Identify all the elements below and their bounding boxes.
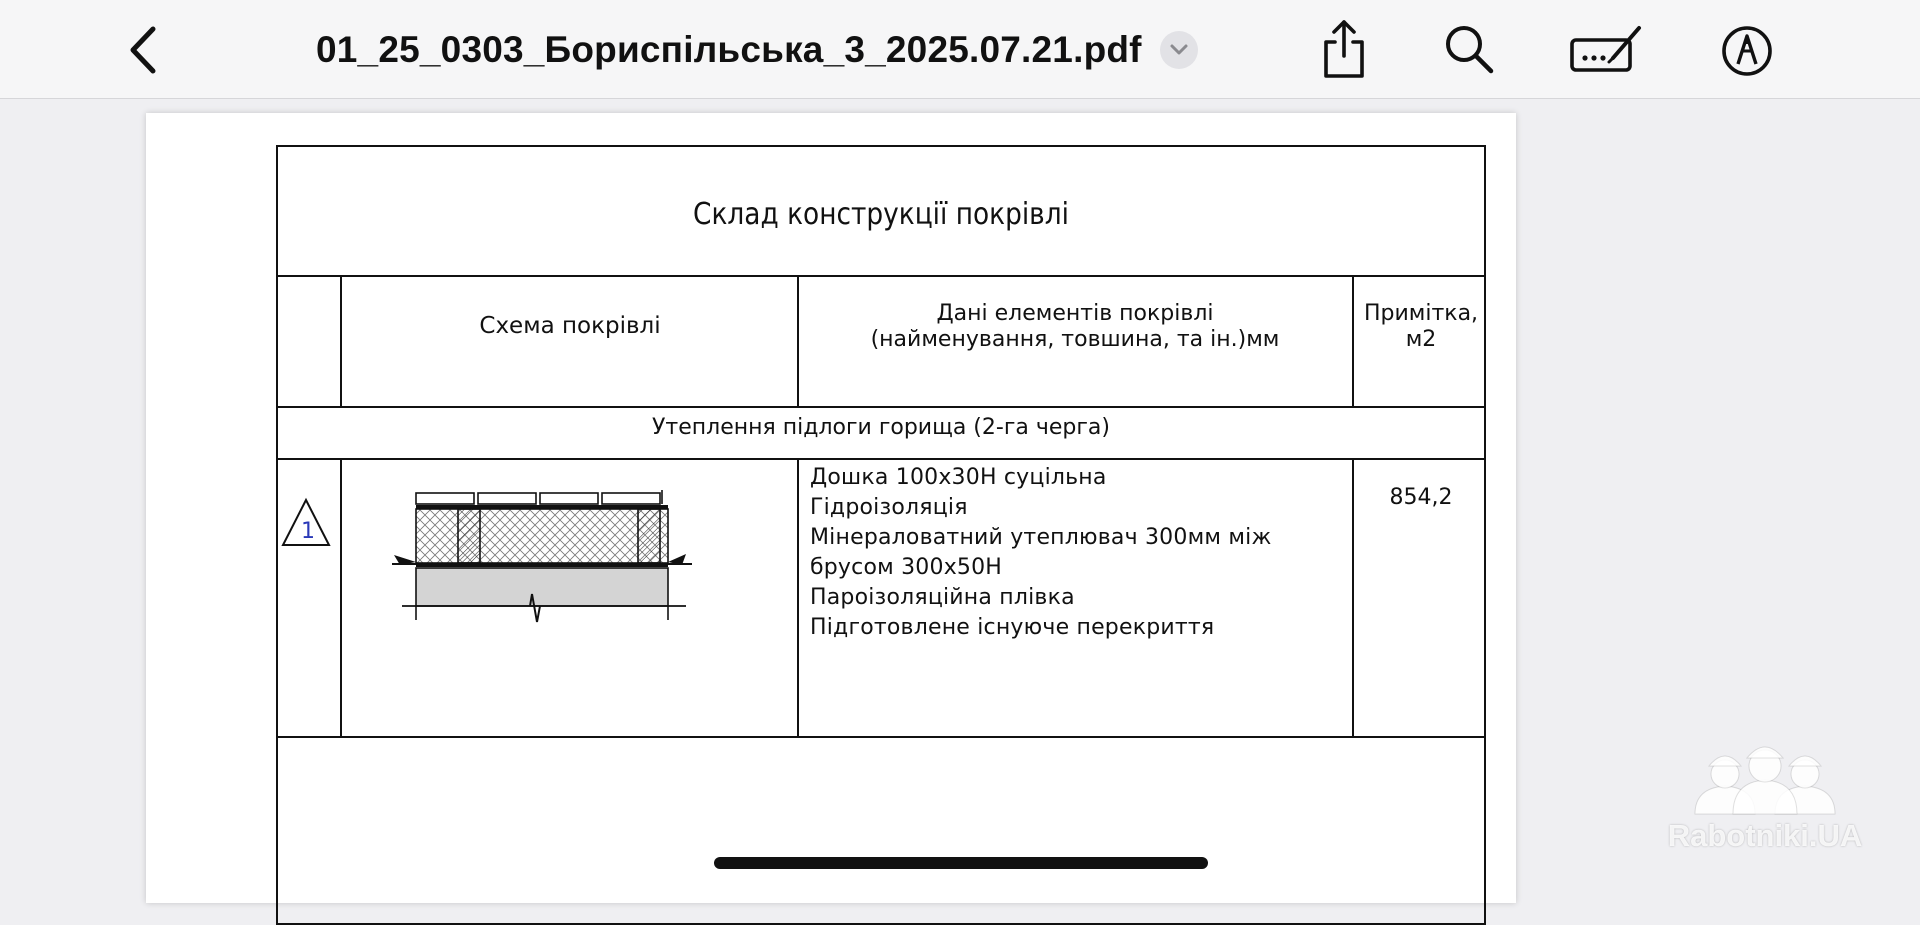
signature-icon: [1569, 24, 1643, 76]
column-header-note: [1356, 301, 1486, 353]
title-menu-button[interactable]: [1160, 31, 1198, 69]
pdf-viewer-toolbar: [0, 0, 1920, 99]
table-rule: [340, 458, 342, 736]
home-indicator[interactable]: [714, 857, 1208, 869]
column-header-data-line1: Дані елементів покрівлі: [936, 301, 1214, 326]
watermark-text: Rabotniki.UA: [1667, 818, 1863, 853]
watermark: [1640, 736, 1890, 856]
table-rule: [1352, 275, 1354, 406]
column-header-note-line1: Примітка,: [1363, 301, 1479, 326]
table-rule: [797, 458, 799, 736]
chevron-left-icon: [127, 25, 159, 75]
table-rule: [276, 458, 1486, 460]
signature-button[interactable]: [1568, 22, 1644, 78]
column-header-data-line2: (найменування, товшина, та ін.)мм: [870, 327, 1280, 352]
column-header-data: [798, 301, 1352, 353]
document-title-area[interactable]: [316, 24, 1198, 76]
share-button[interactable]: [1316, 16, 1372, 82]
layer-item: Гідроізоляція: [810, 495, 968, 520]
share-icon: [1318, 18, 1370, 80]
layer-item: Підготовлене існуюче перекриття: [810, 615, 1215, 640]
row-marker-triangle: [280, 497, 332, 549]
area-value: 854,2: [1389, 485, 1453, 510]
row-marker-number: 1: [301, 519, 315, 544]
column-header-scheme: Схема покрівлі: [479, 313, 661, 339]
roof-scheme-drawing: [390, 490, 700, 630]
chevron-down-icon: [1169, 43, 1189, 57]
table-rule: [276, 406, 1486, 408]
search-button[interactable]: [1440, 20, 1498, 78]
markup-pen-icon: [1720, 24, 1774, 78]
workers-logo-icon: [1685, 736, 1845, 816]
layer-item: Мінераловатний утеплювач 300мм між: [810, 525, 1272, 550]
roof-composition-table: [276, 145, 1486, 925]
table-rule: [1352, 458, 1354, 736]
layer-item: Пароізоляційна плівка: [810, 585, 1075, 610]
markup-button[interactable]: [1718, 22, 1776, 80]
document-title[interactable]: 01_25_0303_Бориспільська_3_2025.07.21.pdf: [316, 29, 1142, 70]
layer-item: брусом 300х50Н: [810, 555, 1003, 580]
pdf-page[interactable]: [146, 113, 1516, 903]
search-icon: [1443, 23, 1495, 75]
column-header-note-line2: м2: [1405, 327, 1437, 352]
table-rule: [276, 736, 1486, 738]
back-button[interactable]: [118, 22, 168, 78]
section-title: Утеплення підлоги горища (2-га черга): [652, 415, 1110, 440]
table-rule: [276, 275, 1486, 277]
table-rule: [340, 275, 342, 406]
layer-item: Дошка 100х30Н суцільна: [810, 465, 1107, 490]
table-title: Склад конструкції покрівлі: [693, 197, 1069, 232]
